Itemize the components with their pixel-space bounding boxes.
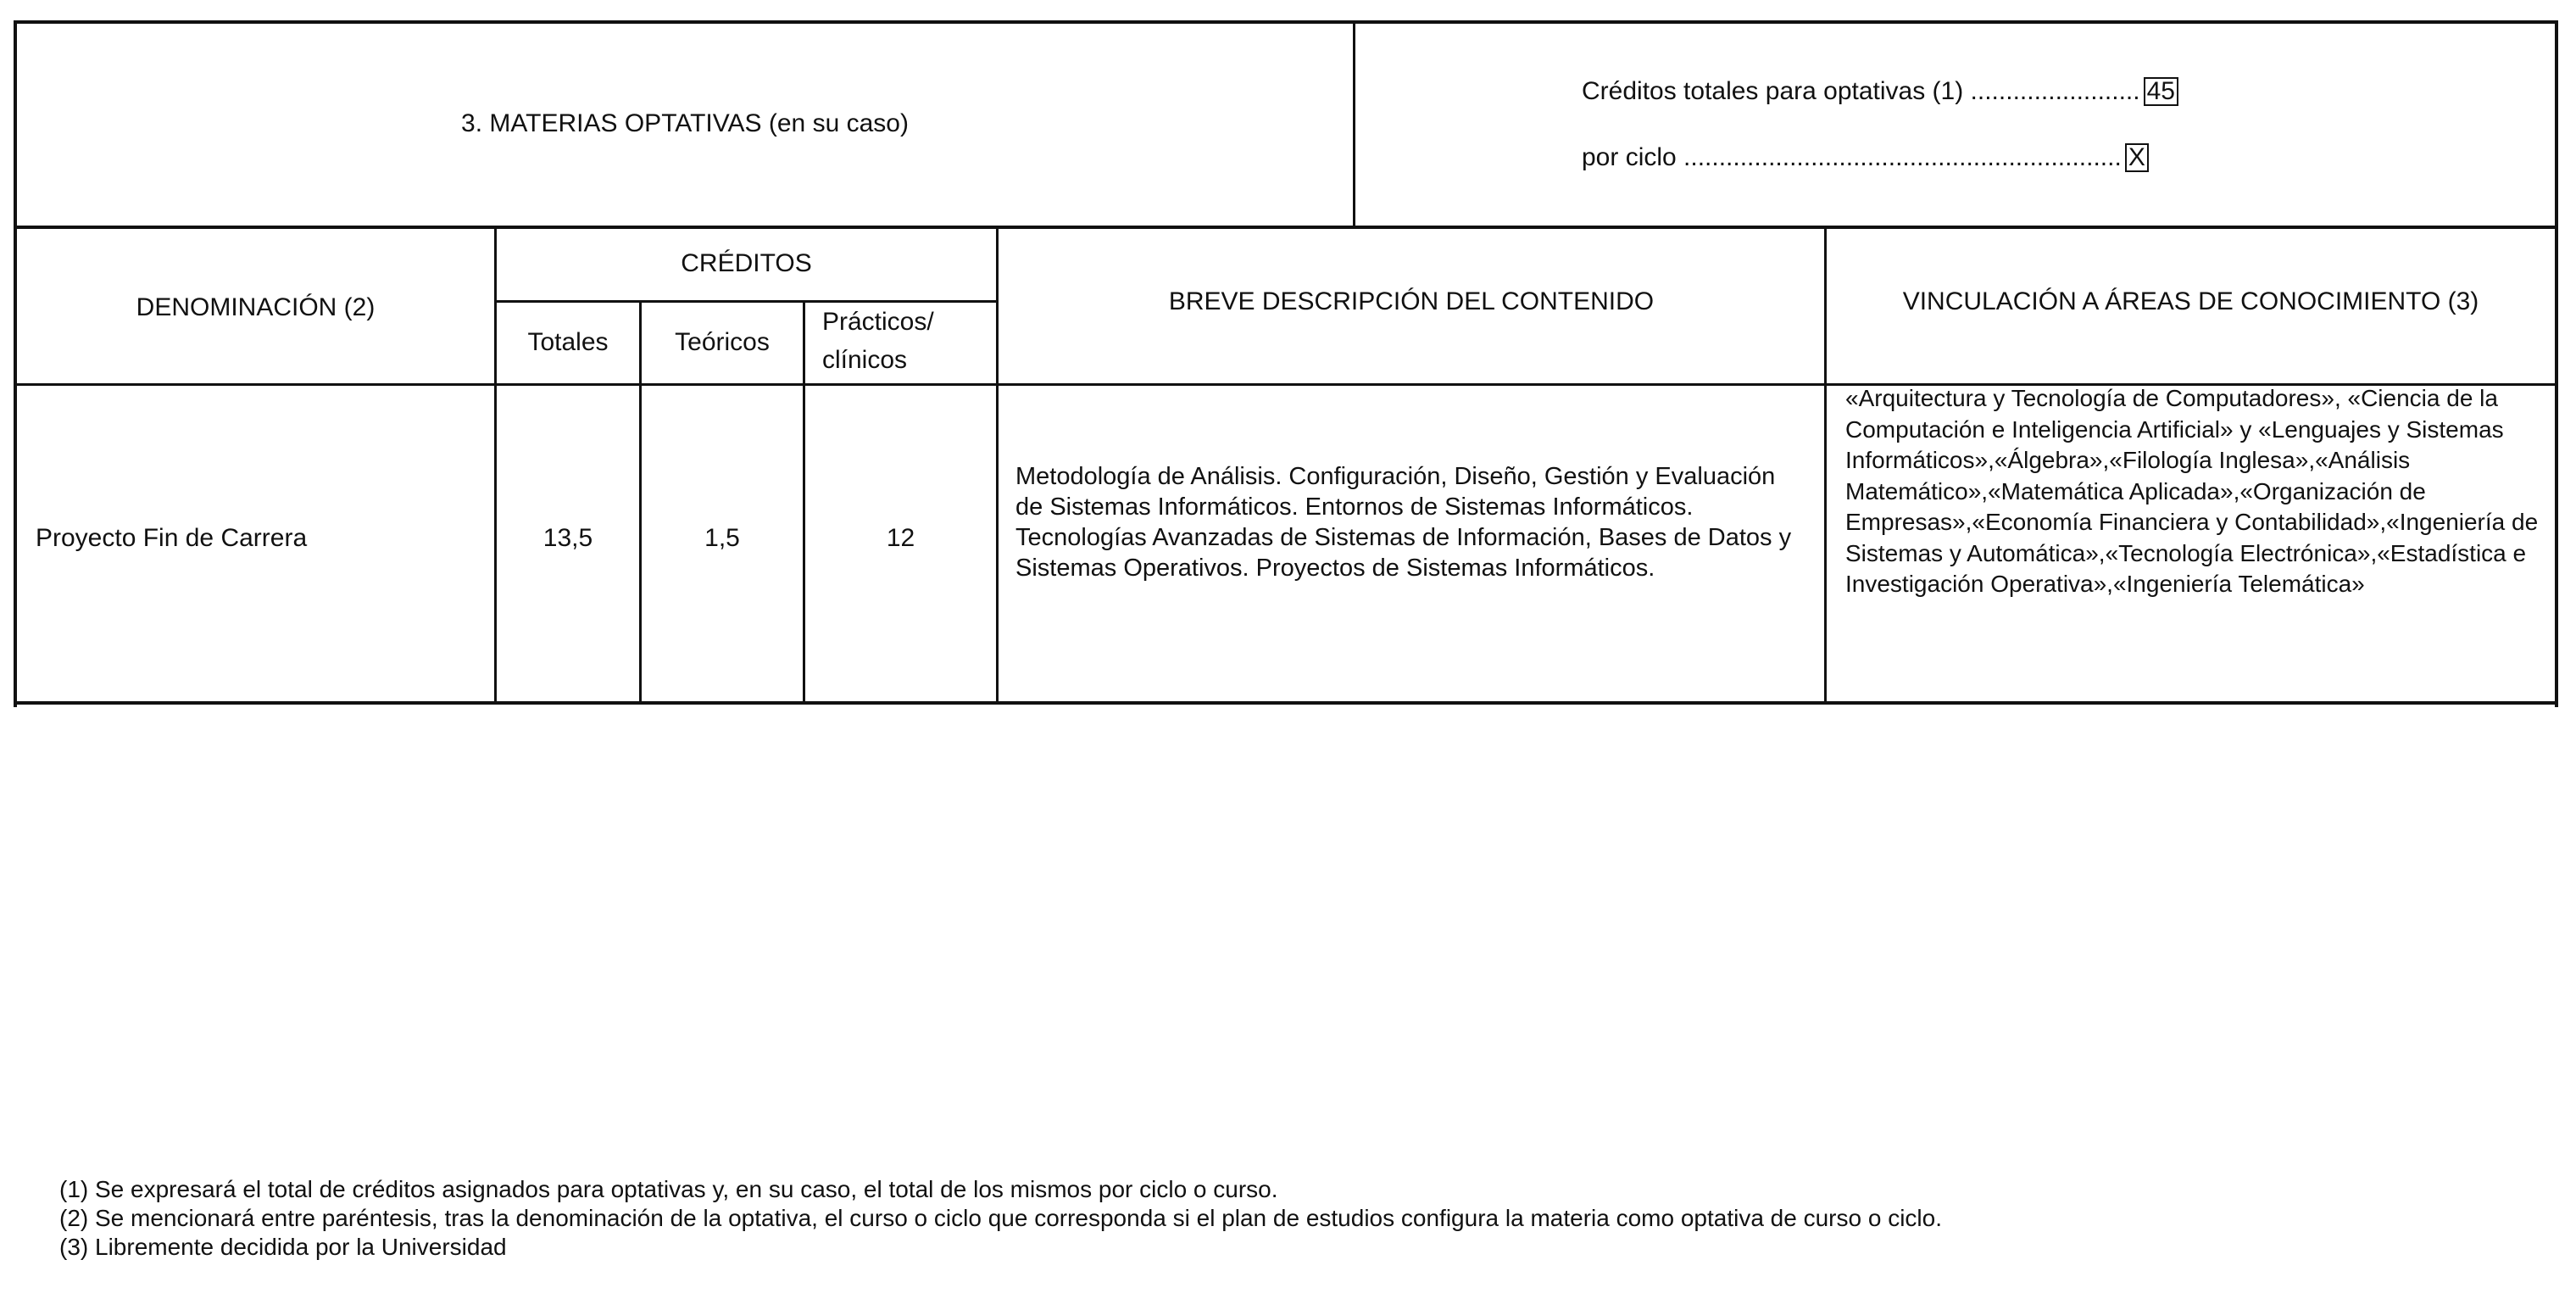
credits-total-value: 45: [2144, 77, 2178, 106]
header-totales: Totales: [527, 328, 609, 356]
cell-practicos: 12: [886, 524, 915, 552]
cell-vinculacion: «Arquitectura y Tecnología de Computadores», «Ciencia de la Computación e Inteligencia Artificial» y «Lenguajes y Sistemas Informáticos»,«Álgebra»,«Filología Inglesa»,«Análisis Matemático»,«Matemática Aplicada»,«Organización de Empresas»,«Economía Financiera y Contabilidad»,«Ingeniería de Sistemas y Automática»,«Tecnología Electrónica»,«Estadística e Investigación Operativa»,«Ingeniería Telemática»: [1845, 385, 2539, 597]
cell-denominacion: Proyecto Fin de Carrera: [36, 524, 308, 552]
header-denominacion: DENOMINACIÓN (2): [136, 293, 376, 321]
credits-total-label: Créditos totales para optativas (1) ........................: [1582, 77, 2140, 105]
credits-total-row: [1582, 76, 2178, 107]
footnotes: [59, 1175, 1942, 1262]
cell-totales: 13,5: [542, 524, 593, 552]
footnote-2: (2) Se mencionará entre paréntesis, tras la denominación de la optativa, el curso o ciclo que corresponda si el plan de estudios configura la materia como optativa de curso o ciclo.: [59, 1205, 1942, 1231]
per-cycle-row: [1582, 142, 2149, 173]
cell-descripcion: Metodología de Análisis. Configuración, Diseño, Gestión y Evaluación de Sistemas Informáticos. Entornos de Sistemas Informáticos. Tecnologías Avanzadas de Sistemas de Información, Bases de Datos y Sistemas Operativos. Proyectos de Sistemas Informáticos.: [1015, 463, 1792, 582]
per-cycle-label: por ciclo ..............................................................: [1582, 143, 2122, 171]
footnote-3: (3) Libremente decidida por la Universidad: [59, 1234, 507, 1260]
section-title: 3. MATERIAS OPTATIVAS (en su caso): [461, 109, 909, 137]
footnote-1: (1) Se expresará el total de créditos asignados para optativas y, en su caso, el total de los mismos por ciclo o curso.: [59, 1176, 1278, 1202]
header-practicos-line1: Prácticos/: [822, 308, 934, 336]
header-teoricos: Teóricos: [675, 328, 770, 356]
cell-teoricos: 1,5: [704, 524, 740, 552]
header-creditos: CRÉDITOS: [681, 249, 812, 277]
header-vinculacion: VINCULACIÓN A ÁREAS DE CONOCIMIENTO (3): [1902, 287, 2479, 315]
header-descripcion: BREVE DESCRIPCIÓN DEL CONTENIDO: [1168, 287, 1655, 315]
header-practicos-line2: clínicos: [822, 346, 908, 374]
per-cycle-value: X: [2125, 143, 2149, 172]
